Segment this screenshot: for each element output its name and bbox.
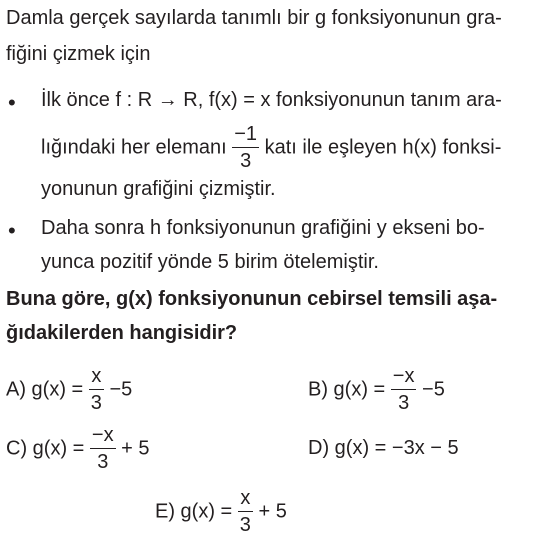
- fraction-denominator: 3: [240, 150, 252, 172]
- option-c-denominator: 3: [97, 451, 109, 473]
- option-b-fraction: [391, 366, 417, 413]
- intro-line-1: Damla gerçek sayılarda tanımlı bir g fonksiyonunun gra-: [6, 7, 502, 29]
- option-a[interactable]: [6, 366, 132, 413]
- bullet-1-line-3: yonunun grafiğini çizmiştir.: [41, 178, 276, 200]
- option-a-suffix: −5: [103, 378, 133, 401]
- option-a-numerator: x: [89, 366, 104, 390]
- bullet-1-line-2-before: lığındaki her elemanı: [41, 136, 233, 159]
- option-b-numerator: −x: [391, 366, 417, 390]
- question-line-1: Buna göre, g(x) fonksiyonunun cebirsel temsili aşa-: [6, 288, 498, 310]
- option-b-prefix: B) g(x) =: [308, 378, 391, 401]
- option-b-suffix: −5: [416, 378, 445, 401]
- option-e-suffix: + 5: [252, 500, 287, 523]
- bullet-1-marker: •: [8, 90, 16, 115]
- option-c-numerator: −x: [90, 425, 116, 449]
- option-e-numerator: x: [238, 488, 253, 512]
- question-line-2: ğıdakilerden hangisidir?: [6, 322, 238, 344]
- option-a-prefix: A) g(x) =: [6, 378, 89, 401]
- option-c-fraction: [90, 425, 116, 472]
- bullet-2-marker: •: [8, 218, 16, 243]
- bullet-2-line-1: Daha sonra h fonksiyonunun grafiğini y ekseni bo-: [41, 217, 485, 239]
- fraction-minus-one-third: [232, 124, 259, 171]
- option-e-prefix: E) g(x) =: [155, 500, 238, 523]
- bullet-1-line-2: [41, 124, 501, 176]
- option-a-denominator: 3: [90, 392, 102, 414]
- option-e-denominator: 3: [239, 514, 251, 536]
- bullet-1-line-2-after: katı ile eşleyen h(x) fonksi-: [259, 136, 502, 159]
- option-c-prefix: C) g(x) =: [6, 437, 90, 460]
- bullet-1-line-1: İlk önce f : R → R, f(x) = x fonksiyonunun tanım ara-: [41, 89, 502, 111]
- intro-line-2: fiğini çizmek için: [6, 43, 151, 65]
- option-c[interactable]: [6, 425, 150, 472]
- bullet-2-line-2: yunca pozitif yönde 5 birim ötelemiştir.: [41, 251, 379, 273]
- option-b[interactable]: [308, 366, 445, 413]
- option-e-fraction: [238, 488, 253, 535]
- option-c-suffix: + 5: [115, 437, 150, 460]
- option-e[interactable]: [155, 488, 287, 535]
- option-b-denominator: 3: [398, 392, 410, 414]
- option-d[interactable]: D) g(x) = −3x − 5: [308, 437, 459, 459]
- option-a-fraction: [89, 366, 104, 413]
- fraction-numerator: −1: [232, 124, 259, 148]
